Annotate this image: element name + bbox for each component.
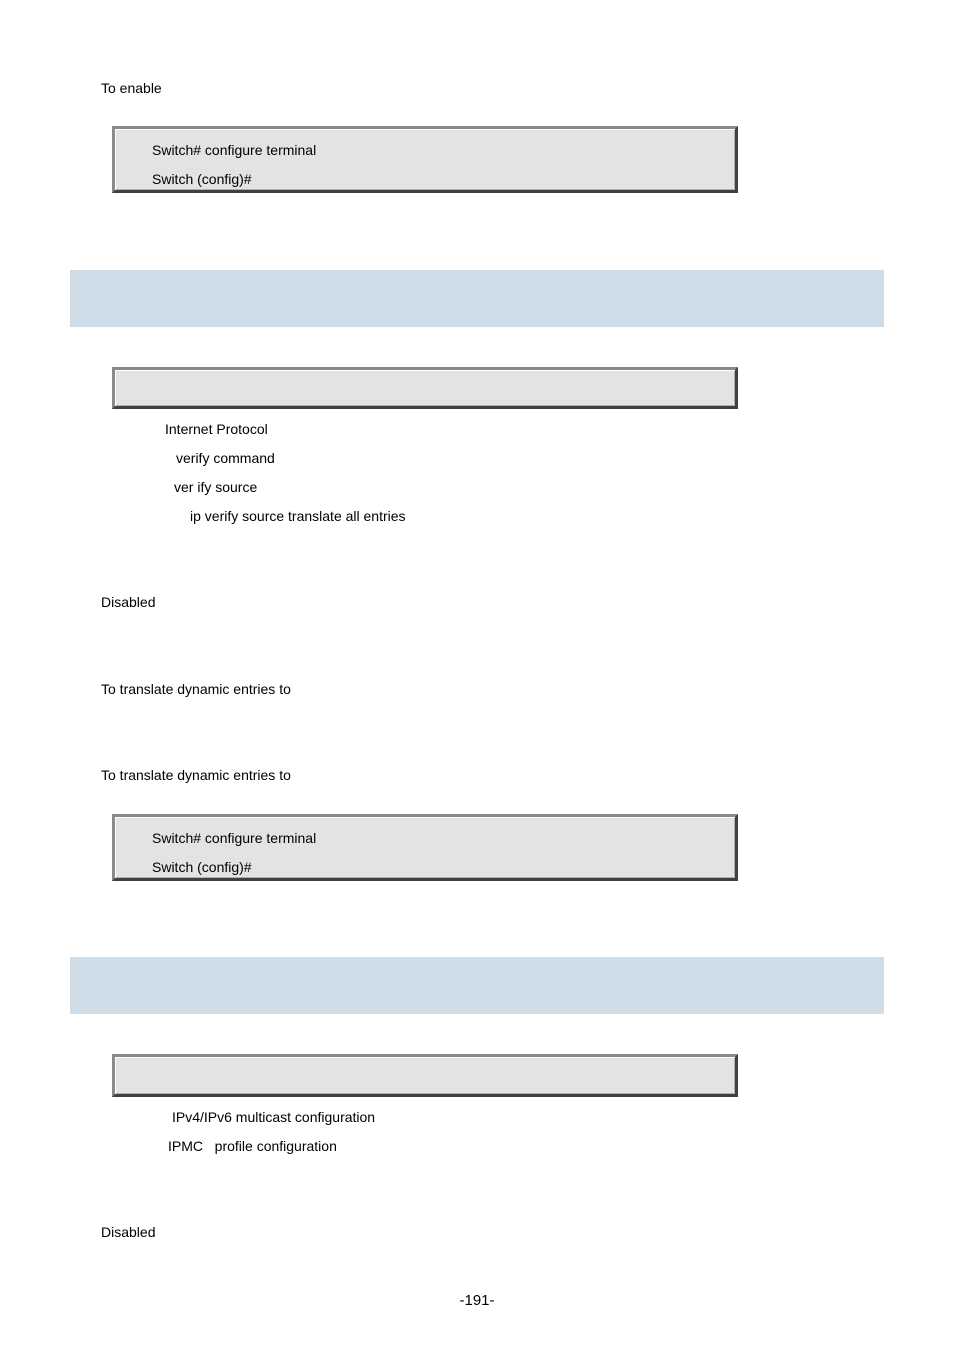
usage-text: To translate dynamic entries to [101, 681, 291, 697]
param-description: ip verify source translate all entries [190, 508, 406, 524]
code-line: Switch# configure terminal [152, 830, 317, 846]
section-header-band [70, 270, 884, 327]
code-example-box [112, 814, 738, 881]
code-line: Switch (config)# [152, 171, 252, 187]
section-header-band [70, 957, 884, 1014]
default-value: Disabled [101, 594, 156, 610]
example-intro: To translate dynamic entries to [101, 767, 291, 783]
example-intro: To enable [101, 80, 162, 96]
command-syntax-box [112, 1054, 738, 1097]
param-description: Internet Protocol [165, 421, 268, 437]
code-line: Switch (config)# [152, 859, 252, 875]
default-value: Disabled [101, 1224, 156, 1240]
param-description: ver ify source [174, 479, 258, 495]
page-number: -191- [459, 1292, 495, 1309]
code-line: Switch# configure terminal [152, 142, 317, 158]
command-syntax-box [112, 367, 738, 409]
code-example-box [112, 126, 738, 193]
param-description: IPMC profile configuration [168, 1138, 337, 1154]
param-description: verify command [176, 450, 275, 466]
param-description: IPv4/IPv6 multicast configuration [172, 1109, 376, 1125]
